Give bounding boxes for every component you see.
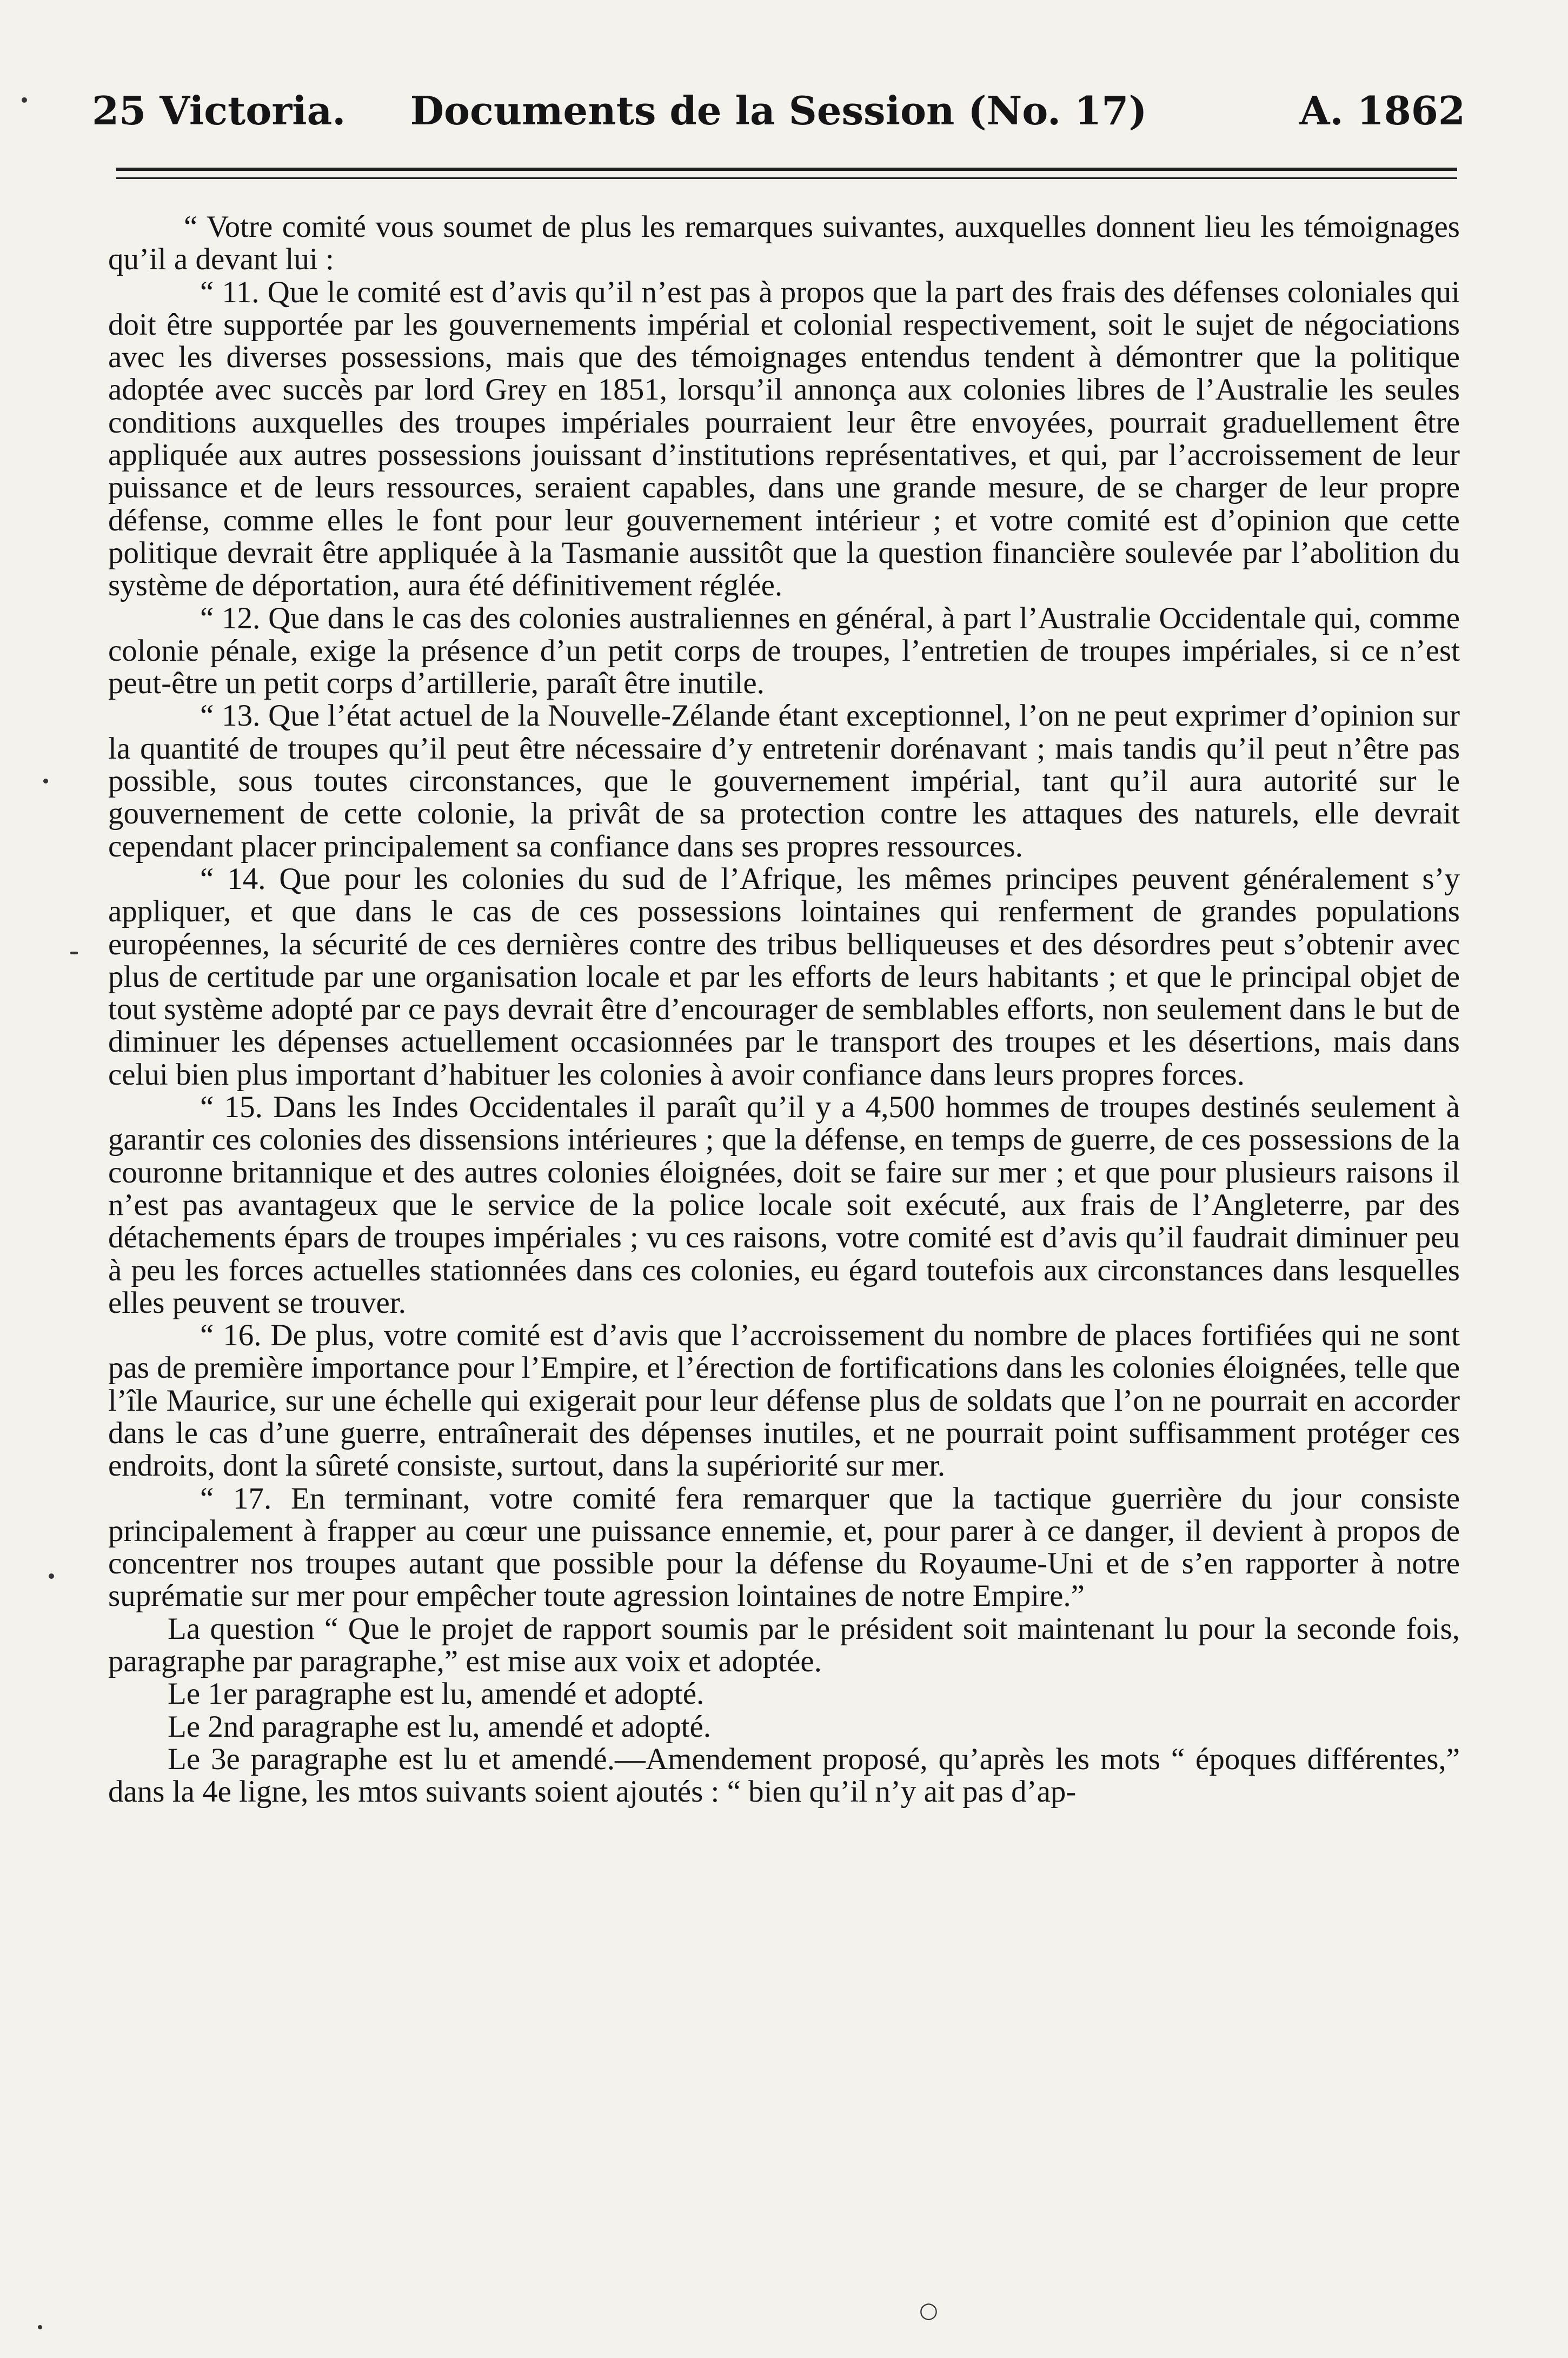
scan-speck [22,97,27,103]
paragraph-13: “ 13. Que l’état actuel de la Nouvelle-Zélande étant exceptionnel, l’on ne peut exprimer d’opinion sur la quantité de troupes qu’il peut être nécessaire d’y entretenir dorénavant ; mais tandis qu’il peut n’être pas possible, sous toutes circonstances, que le gouvernement impérial, tant qu’il aura autorité sur le gouvernement de cette colonie, la privât de sa protection contre les attaques des naturels, elle devrait cependant placer principalement sa confiance dans ses propres ressources. [108,699,1460,864]
running-header [92,76,1465,146]
paragraph-11: “ 11. Que le comité est d’avis qu’il n’est pas à propos que la part des frais des défenses coloniales qui doit être supportée par les gouvernements impérial et colonial respectivement, soit le sujet de négociations avec les diverses possessions, mais que des témoignages entendus tendent à démontrer que la politique adoptée avec succès par lord Grey en 1851, lorsqu’il annonça aux colonies libres de l’Australie les seules conditions auxquelles des troupes impériales pourraient leur être envoyées, pourrait graduellement être appliquée aux autres possessions jouissant d’institutions représentatives, et qui, par l’accroissement de leur puissance et de leurs ressources, seraient capables, dans une grande mesure, de se charger de leur propre défense, comme elles le font pour leur gouvernement intérieur ; et votre comité est d’opinion que cette politique devrait être appliquée à la Tasmanie aussitôt que la question financière soulevée par l’abolition du système de déportation, aura été définitivement réglée. [108,275,1460,603]
scan-speck [70,952,78,954]
header-session-year: 25 Victoria. [92,88,346,134]
paragraph-third-read: Le 3e paragraphe est lu et amendé.—Amendement proposé, qu’après les mots “ époques différentes,” dans la 4e ligne, les mtos suivants soient ajoutés : “ bien qu’il n’y ait pas d’ap- [108,1742,1460,1809]
paragraph-12: “ 12. Que dans le cas des colonies australiennes en général, à part l’Australie Occidentale qui, comme colonie pénale, exige la présence d’un petit corps de troupes, l’entretien de troupes impériales, si ce n’est peut-être un petit corps d’artillerie, paraît être inutile. [108,601,1460,701]
paragraph-17: “ 17. En terminant, votre comité fera remarquer que la tactique guerrière du jour consiste principalement à frapper au cœur une puissance ennemie, et, pour parer à ce danger, il devient à propos de concentrer nos troupes autant que possible pour la défense du Royaume-Uni et de s’en rapporter à notre suprématie sur mer pour empêcher toute agression lointaines de notre Empire.” [108,1481,1460,1613]
scan-speck [49,1573,54,1579]
header-rule-thick [116,168,1457,171]
paragraph-16: “ 16. De plus, votre comité est d’avis que l’accroissement du nombre de places fortifiées qui ne sont pas de première importance pour l’Empire, et l’érection de fortifications dans les colonies éloignées, telle que l’île Maurice, sur une échelle qui exigerait pour leur défense plus de soldats que l’on ne pourrait en accorder dans le cas d’une guerre, entraînerait des dépenses inutiles, et ne pourrait point suffisamment protéger ces endroits, dont la sûreté consiste, surtout, dans la supériorité sur mer. [108,1318,1460,1483]
scan-speck [43,779,48,783]
header-rule-thin [116,177,1457,179]
scan-speck [38,2325,42,2329]
paragraph-14: “ 14. Que pour les colonies du sud de l’Afrique, les mêmes principes peuvent généralement s’y appliquer, et que dans le cas de ces possessions lointaines qui renferment de grandes populations européennes, la sécurité de ces dernières contre des tribus belliqueuses et des désordres peut s’obtenir avec plus de certitude par une organisation locale et par les efforts de leurs habitants ; et que le principal objet de tout système adopté par ce pays devrait être d’encourager de semblables efforts, non seulement dans le but de diminuer les dépenses actuellement occasionnées par le transport des troupes et les désertions, mais dans celui bien plus important d’habituer les colonies à avoir confiance dans leurs propres forces. [108,861,1460,1092]
paragraph-first-read: Le 1er paragraphe est lu, amendé et adopté. [168,1677,705,1711]
paragraph-question: La question “ Que le projet de rapport soumis par le président soit maintenant lu pour la seconde fois, paragraphe par paragraphe,” est mise aux voix et adoptée. [108,1611,1460,1679]
page-mark: ○ [919,2298,938,2323]
document-body [108,211,1460,2211]
paragraph-second-read: Le 2nd paragraphe est lu, amendé et adopté. [168,1709,711,1744]
paragraph-15: “ 15. Dans les Indes Occidentales il paraît qu’il y a 4,500 hommes de troupes destinés seulement à garantir ces colonies des dissensions intérieures ; que la défense, en temps de guerre, de ces possessions de la couronne britannique et des autres colonies éloignées, doit se faire sur mer ; et que pour plusieurs raisons il n’est pas avantageux que le service de la police locale soit exécuté, aux frais de l’Angleterre, par des détachements épars de troupes impériales ; vu ces raisons, votre comité est d’avis qu’il faudrait diminuer peu à peu les forces actuelles stationnées dans ces colonies, eu égard toutefois aux circonstances dans lesquelles elles peuvent se trouver. [108,1090,1460,1320]
header-year-code: A. 1862 [1299,88,1465,134]
paragraph-intro: “ Votre comité vous soumet de plus les remarques suivantes, auxquelles donnent lieu les témoignages qu’il a devant lui : [108,211,1460,277]
header-document-title: Documents de la Session (No. 17) [410,88,1147,134]
